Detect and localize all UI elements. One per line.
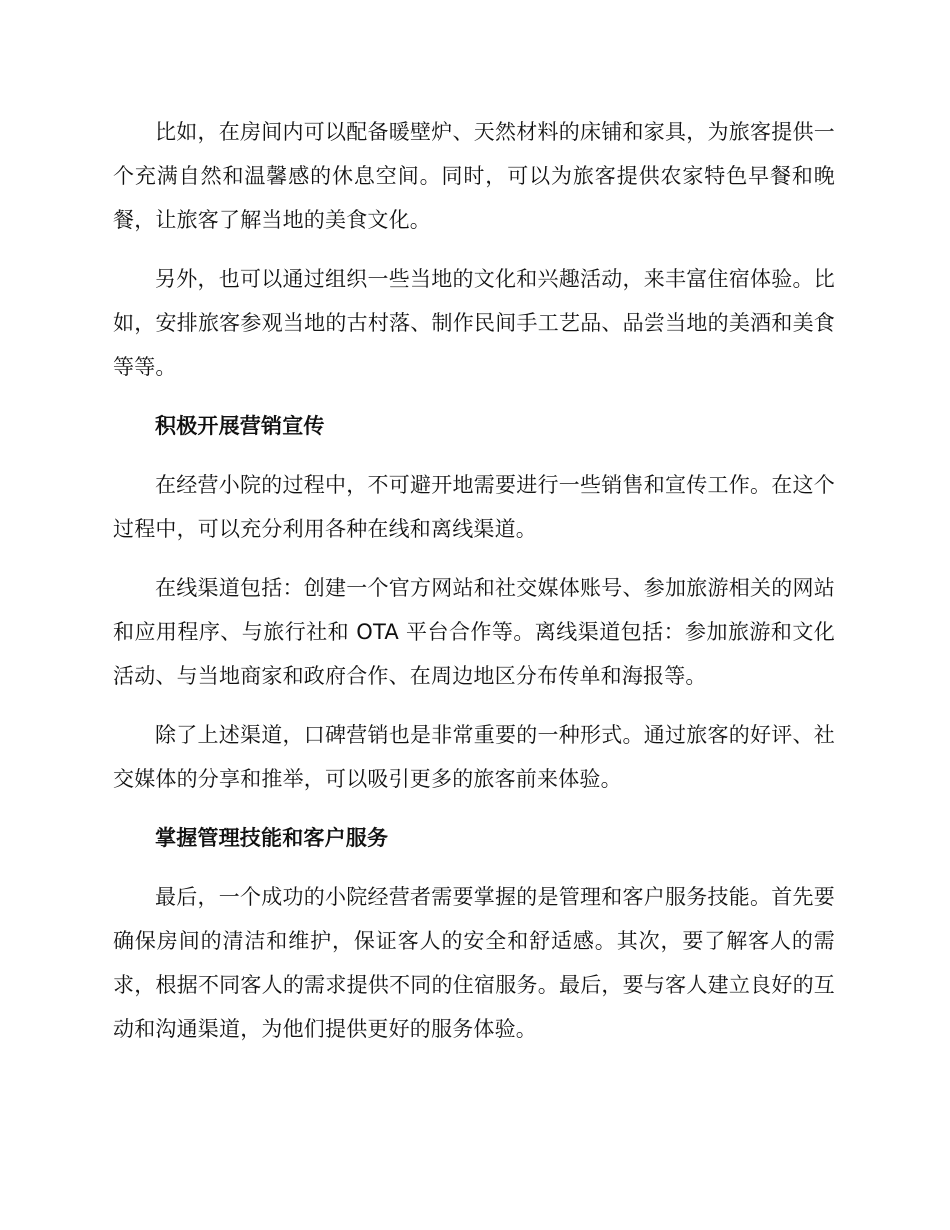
paragraph-room-amenities: 比如，在房间内可以配备暖壁炉、天然材料的床铺和家具，为旅客提供一个充满自然和温馨感的休息空间。同时，可以为旅客提供农家特色早餐和晚餐，让旅客了解当地的美食文化。 <box>113 120 835 232</box>
document-page <box>113 110 835 1066</box>
paragraph-cultural-activities: 另外，也可以通过组织一些当地的文化和兴趣活动，来丰富住宿体验。比如，安排旅客参观当地的古村落、制作民间手工艺品、品尝当地的美酒和美食等等。 <box>113 267 835 379</box>
section-heading-marketing: 积极开展营销宣传 <box>155 414 325 438</box>
section-heading-management: 掌握管理技能和客户服务 <box>155 826 389 850</box>
paragraph-channels: 在线渠道包括：创建一个官方网站和社交媒体账号、参加旅游相关的网站和应用程序、与旅行社和 OTA 平台合作等。离线渠道包括：参加旅游和文化活动、与当地商家和政府合作、在周边地区分布传单和海报等。 <box>113 576 835 688</box>
paragraph-marketing-intro: 在经营小院的过程中，不可避开地需要进行一些销售和宣传工作。在这个过程中，可以充分利用各种在线和离线渠道。 <box>113 473 835 541</box>
paragraph-management-service: 最后，一个成功的小院经营者需要掌握的是管理和客户服务技能。首先要确保房间的清洁和维护，保证客人的安全和舒适感。其次，要了解客人的需求，根据不同客人的需求提供不同的住宿服务。最后，要与客人建立良好的互动和沟通渠道，为他们提供更好的服务体验。 <box>113 885 835 1041</box>
paragraph-word-of-mouth: 除了上述渠道，口碑营销也是非常重要的一种形式。通过旅客的好评、社交媒体的分享和推举，可以吸引更多的旅客前来体验。 <box>113 723 835 791</box>
